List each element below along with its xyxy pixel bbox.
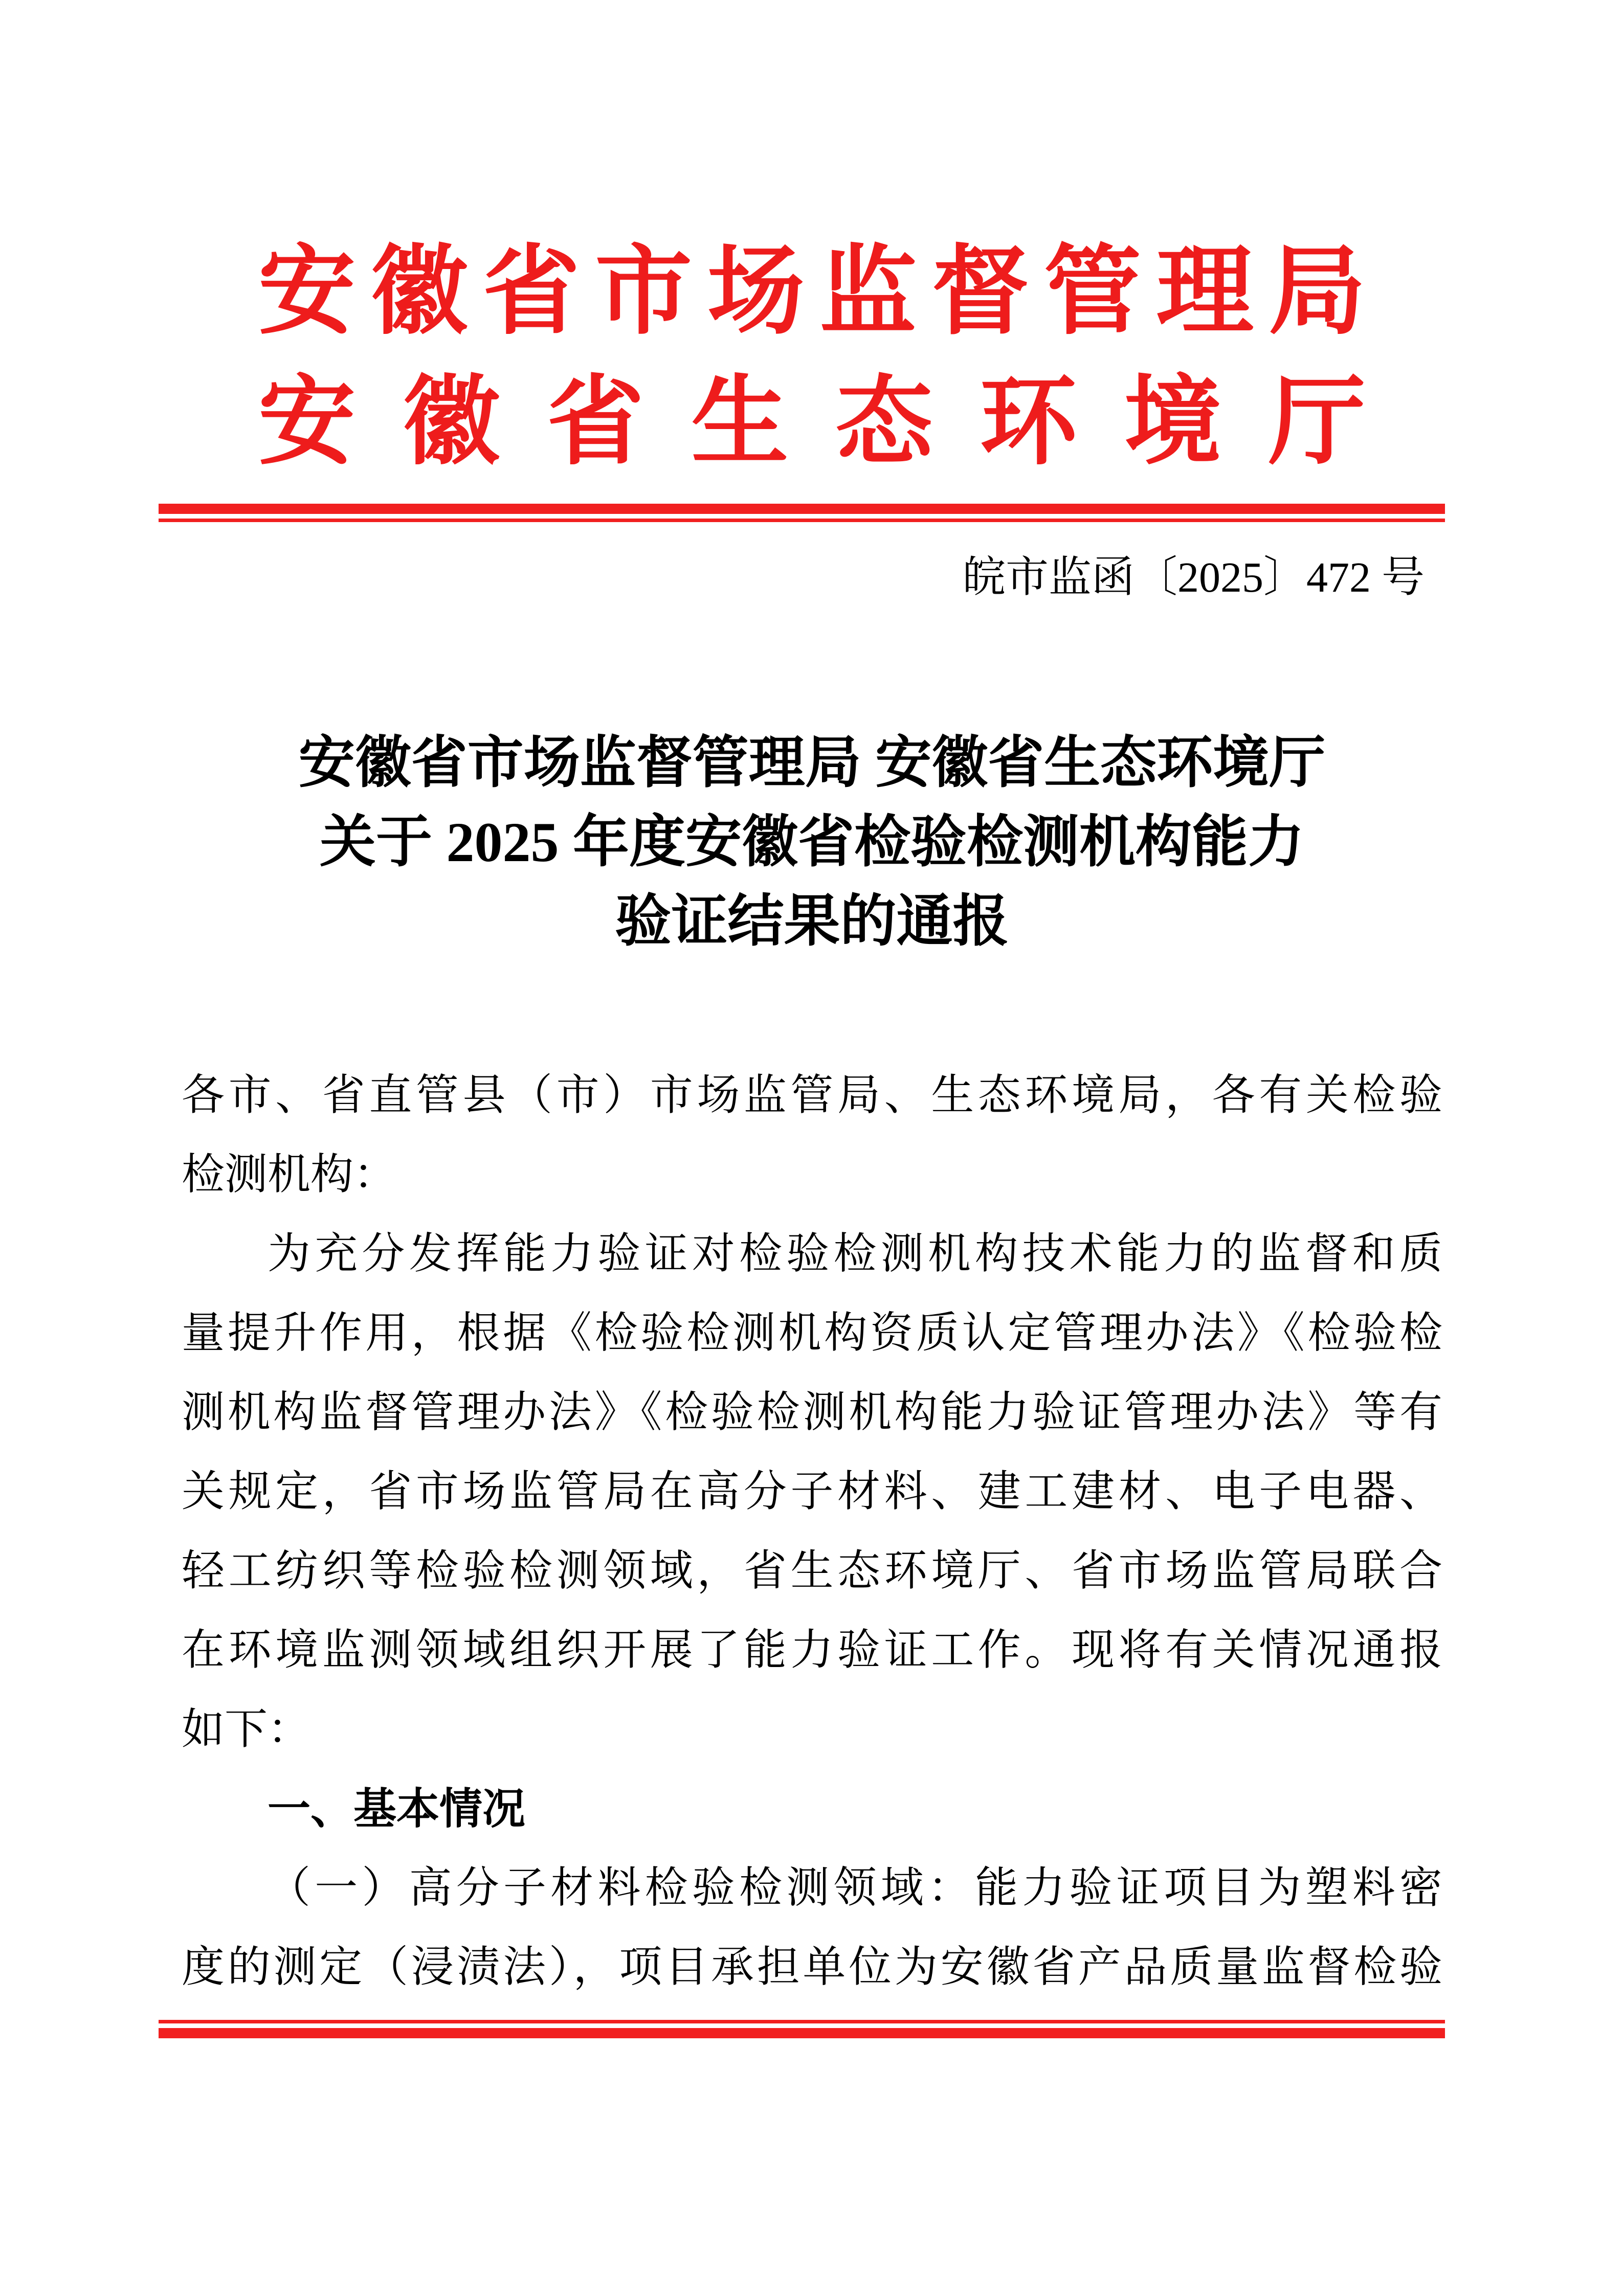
body-line: 检测机构： (182, 1151, 397, 1199)
document-title (0, 724, 1624, 961)
section-heading-basic-situation: 一、基本情况 (268, 1785, 526, 1833)
document-body (182, 1056, 1442, 2007)
document-title-line-2: 关于 2025 年度安徽省检验检测机构能力 (320, 811, 1304, 873)
document-title-line-3: 验证结果的通报 (615, 890, 1009, 953)
separator-gap (159, 514, 1445, 519)
separator-thin-bar (159, 2020, 1445, 2023)
body-line: 如下： (182, 1706, 311, 1753)
org-name-line-2: 安徽省生态环境厅 (258, 369, 1366, 477)
document-title-line-1: 安徽省市场监督管理局 安徽省生态环境厅 (298, 732, 1326, 794)
org-name-line-1: 安徽省市场监督管理局 (258, 239, 1366, 346)
body-line: 度的测定（浸渍法），项目承担单位为安徽省产品质量监督检验 (182, 1944, 1442, 1991)
separator-thin-bar (159, 519, 1445, 522)
letterhead (258, 228, 1366, 488)
separator-thick-bar (159, 2028, 1445, 2038)
body-line: 各市、省直管县（市）市场监管局、生态环境局，各有关检验 (182, 1072, 1442, 1119)
footer-separator (159, 2020, 1445, 2038)
body-line: 在环境监测领域组织开展了能力验证工作。现将有关情况通报 (182, 1627, 1442, 1674)
body-line: （一）高分子材料检验检测领域：能力验证项目为塑料密 (268, 1864, 1442, 1912)
header-separator (159, 504, 1445, 522)
body-line: 轻工纺织等检验检测领域，省生态环境厅、省市场监管局联合 (182, 1547, 1442, 1595)
separator-gap (159, 2023, 1445, 2028)
body-line: 测机构监督管理办法》《检验检测机构能力验证管理办法》等有 (182, 1389, 1442, 1436)
body-line: 量提升作用，根据《检验检测机构资质认定管理办法》《检验检 (182, 1310, 1442, 1357)
body-line: 关规定，省市场监管局在高分子材料、建工建材、电子电器、 (182, 1468, 1442, 1516)
body-line: 为充分发挥能力验证对检验检测机构技术能力的监督和质 (268, 1230, 1442, 1278)
document-number: 皖市监函〔2025〕472 号 (962, 554, 1425, 601)
separator-thick-bar (159, 504, 1445, 514)
